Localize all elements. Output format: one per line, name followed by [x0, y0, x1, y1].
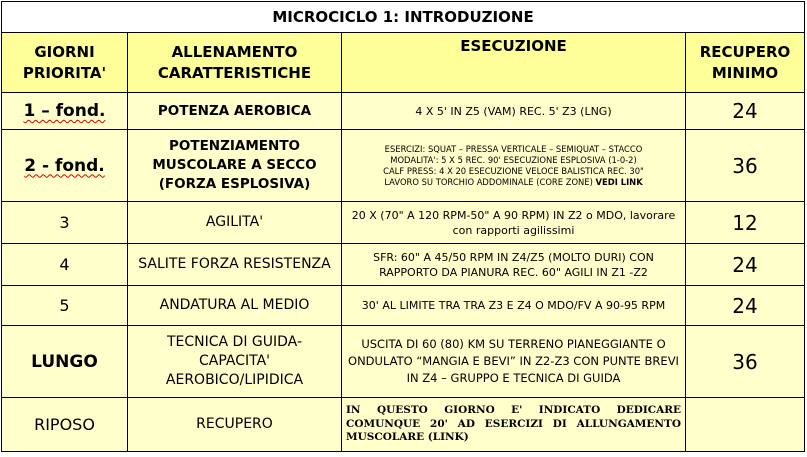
recovery-cell: 36: [686, 326, 805, 398]
execution-cell: IN QUESTO GIORNO E' INDICATO DEDICARE COMUNQUE 20' AD ESERCIZI DI ALLUNGAMENTO MUSCOLARE (LINK): [342, 398, 686, 452]
header-esecuzione: ESECUZIONE: [342, 33, 686, 93]
training-cell: AGILITA': [128, 202, 342, 244]
vedi-link[interactable]: VEDI LINK: [595, 176, 643, 187]
training-cell: POTENZA AEROBICA: [128, 93, 342, 130]
execution-cell: 4 X 5' IN Z5 (VAM) REC. 5' Z3 (LNG): [342, 93, 686, 130]
header-recupero: RECUPERO MINIMO: [686, 33, 805, 93]
recovery-cell: 36: [686, 130, 805, 202]
header-allenamento: ALLENAMENTO CARATTERISTICHE: [128, 33, 342, 93]
day-cell: 5: [2, 286, 128, 326]
day-label: 1 – fond.: [23, 101, 106, 121]
day-cell: [2, 130, 128, 202]
execution-cell: USCITA DI 60 (80) KM SU TERRENO PIANEGGIANTE O ONDULATO “MANGIA E BEVI” IN Z2-Z3 CON PUNTE BREVI IN Z4 – GRUPPO E TECNICA DI GUIDA: [342, 326, 686, 398]
training-cell: TECNICA DI GUIDA- CAPACITA' AEROBICO/LIPIDICA: [128, 326, 342, 398]
execution-cell: SFR: 60" A 45/50 RPM IN Z4/Z5 (MOLTO DURI) CON RAPPORTO DA PIANURA REC. 60" AGILI IN Z1 -Z2: [342, 244, 686, 286]
training-cell: ANDATURA AL MEDIO: [128, 286, 342, 326]
table-row: [2, 244, 805, 286]
execution-line: LAVORO SU TORCHIO ADDOMINALE (CORE ZONE) VEDI LINK: [384, 176, 643, 187]
day-label: 2 - fond.: [24, 155, 105, 176]
microcycle-table: [1, 1, 805, 452]
day-cell: [2, 93, 128, 130]
training-cell: POTENZIAMENTO MUSCOLARE A SECCO (FORZA ESPLOSIVA): [128, 130, 342, 202]
day-cell: 4: [2, 244, 128, 286]
execution-line: CALF PRESS: 4 X 20 ESECUZIONE VELOCE BALISTICA REC. 30": [383, 165, 644, 176]
execution-cell: [342, 130, 686, 202]
day-cell: RIPOSO: [2, 398, 128, 452]
table-title: MICROCICLO 1: INTRODUZIONE: [2, 2, 805, 33]
execution-cell: 30' AL LIMITE TRA TRA Z3 E Z4 O MDO/FV A 90-95 RPM: [342, 286, 686, 326]
table-row: [2, 93, 805, 130]
table-row: [2, 398, 805, 452]
execution-line: MODALITA': 5 X 5 REC. 90' ESECUZIONE ESPLOSIVA (1-0-2): [390, 154, 637, 165]
execution-line: ESERCIZI: SQUAT – PRESSA VERTICALE – SEMIQUAT – STACCO: [384, 143, 643, 154]
table-row: [2, 202, 805, 244]
training-cell: RECUPERO: [128, 398, 342, 452]
header-giorni: GIORNI PRIORITA': [2, 33, 128, 93]
recovery-cell: 24: [686, 286, 805, 326]
table-row: [2, 326, 805, 398]
training-cell: SALITE FORZA RESISTENZA: [128, 244, 342, 286]
day-cell: LUNGO: [2, 326, 128, 398]
execution-cell: 20 X (70" A 120 RPM-50" A 90 RPM) IN Z2 o MDO, lavorare con rapporti agilissimi: [342, 202, 686, 244]
table-row: [2, 130, 805, 202]
day-cell: 3: [2, 202, 128, 244]
recovery-cell: 12: [686, 202, 805, 244]
recovery-cell: 24: [686, 244, 805, 286]
table-row: [2, 286, 805, 326]
recovery-cell: [686, 398, 805, 452]
recovery-cell: 24: [686, 93, 805, 130]
